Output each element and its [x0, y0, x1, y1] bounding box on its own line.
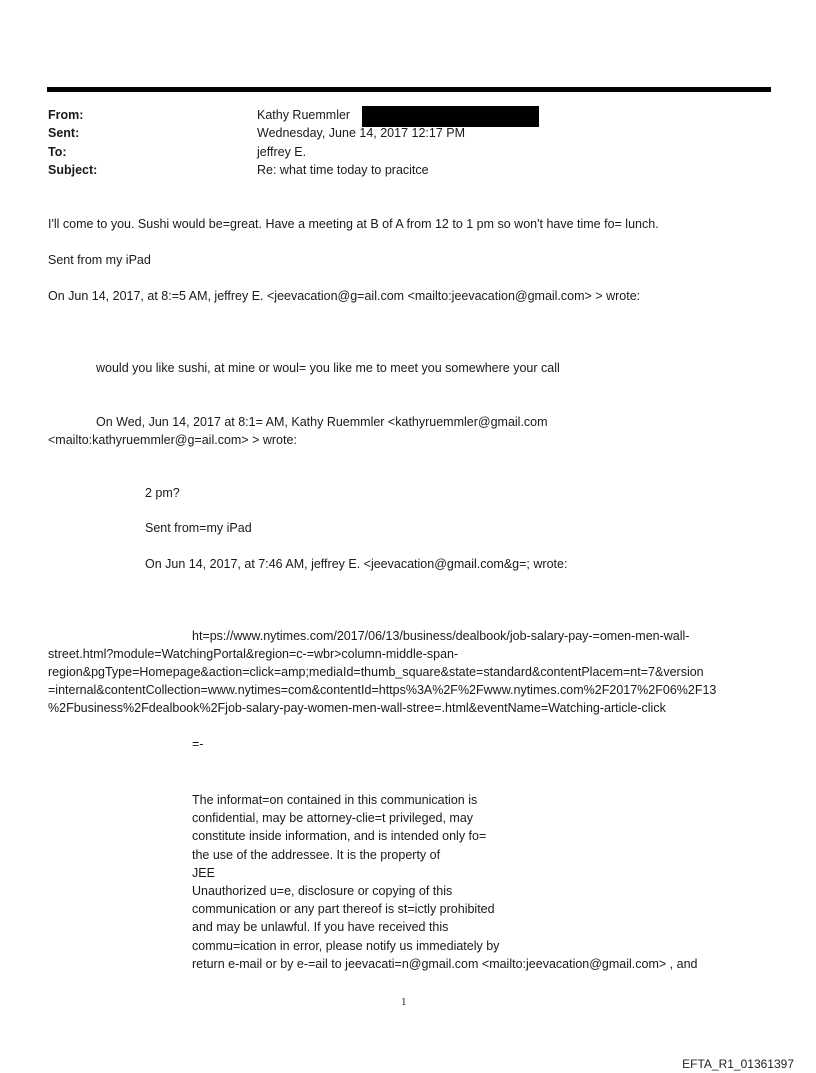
disclaimer-line: JEE — [192, 865, 215, 880]
to-label: To: — [48, 145, 67, 159]
signature-2: Sent from=my iPad — [145, 521, 252, 535]
link-line-3[interactable]: region&pgType=Homepage&action=click=amp;mediaId=thumb_square&state=standard&contentPlacem=nt=7&version — [48, 665, 704, 679]
header-rule — [47, 87, 771, 92]
subject-value: Re: what time today to pracitce — [257, 163, 429, 177]
subject-label: Subject: — [48, 163, 98, 177]
disclaimer-line: and may be unlawful. If you have received this — [192, 920, 449, 935]
quote-2-header-line-2: <mailto:kathyruemmler@g=ail.com> > wrote: — [48, 433, 297, 447]
disclaimer-line: Unauthorized u=e, disclosure or copying of this — [192, 884, 453, 899]
from-value: Kathy Ruemmler — [257, 108, 351, 122]
disclaimer — [192, 791, 772, 973]
page-number: 1 — [401, 996, 407, 1008]
link-line-5[interactable]: %2Fbusiness%2Fdealbook%2Fjob-salary-pay-women-men-wall-stree=.html&eventName=Watching-article-click — [48, 701, 666, 715]
quote-2-text: 2 pm? — [145, 486, 180, 500]
quote-1-header: On Jun 14, 2017, at 8:=5 AM, jeffrey E. <jeevacation@g=ail.com <mailto:jeevacation@gmail.com> > wrote: — [48, 289, 641, 303]
disclaimer-line: return e-mail or by e-=ail to jeevacati=n@gmail.com <mailto:jeevacation@gmail.com> , and — [192, 956, 698, 971]
link-line-4[interactable]: =internal&contentCollection=www.nytimes=com&contentId=https%3A%2F%2Fwww.nytimes.com%2F2017%2F06%2F13 — [48, 683, 717, 697]
quote-2-header-line-1: On Wed, Jun 14, 2017 at 8:1= AM, Kathy Ruemmler <kathyruemmler@gmail.com — [96, 415, 548, 429]
reply-text: I'll come to you. Sushi would be=great. Have a meeting at B of A from 12 to 1 pm so won't have time fo= lunch. — [48, 217, 659, 231]
from-label: From: — [48, 108, 84, 122]
document-id: EFTA_R1_01361397 — [682, 1057, 794, 1071]
quote-1-text: would you like sushi, at mine or woul= you like me to meet you somewhere your call — [96, 361, 560, 375]
quote-3-header: On Jun 14, 2017, at 7:46 AM, jeffrey E. <jeevacation@gmail.com&g=; wrote: — [145, 557, 568, 571]
disclaimer-line: commu=ication in error, please notify us immediately by — [192, 938, 500, 953]
sent-label: Sent: — [48, 126, 80, 140]
sent-value: Wednesday, June 14, 2017 12:17 PM — [257, 126, 466, 140]
link-line-1[interactable]: ht=ps://www.nytimes.com/2017/06/13/business/dealbook/job-salary-pay-=omen-men-wall- — [192, 629, 690, 643]
to-value: jeffrey E. — [257, 145, 307, 159]
link-line-2[interactable]: street.html?module=WatchingPortal&region=c-=wbr>column-middle-span- — [48, 647, 459, 661]
redaction-box — [362, 106, 539, 127]
disclaimer-line: confidential, may be attorney-clie=t privileged, may — [192, 811, 474, 826]
disclaimer-line: communication or any part thereof is st=ictly prohibited — [192, 902, 495, 917]
disclaimer-line: The informat=on contained in this communication is — [192, 793, 478, 807]
separator: =- — [192, 737, 204, 751]
disclaimer-line: constitute inside information, and is intended only fo= — [192, 829, 487, 844]
signature-1: Sent from my iPad — [48, 253, 151, 267]
disclaimer-line: the use of the addressee. It is the property of — [192, 847, 441, 862]
